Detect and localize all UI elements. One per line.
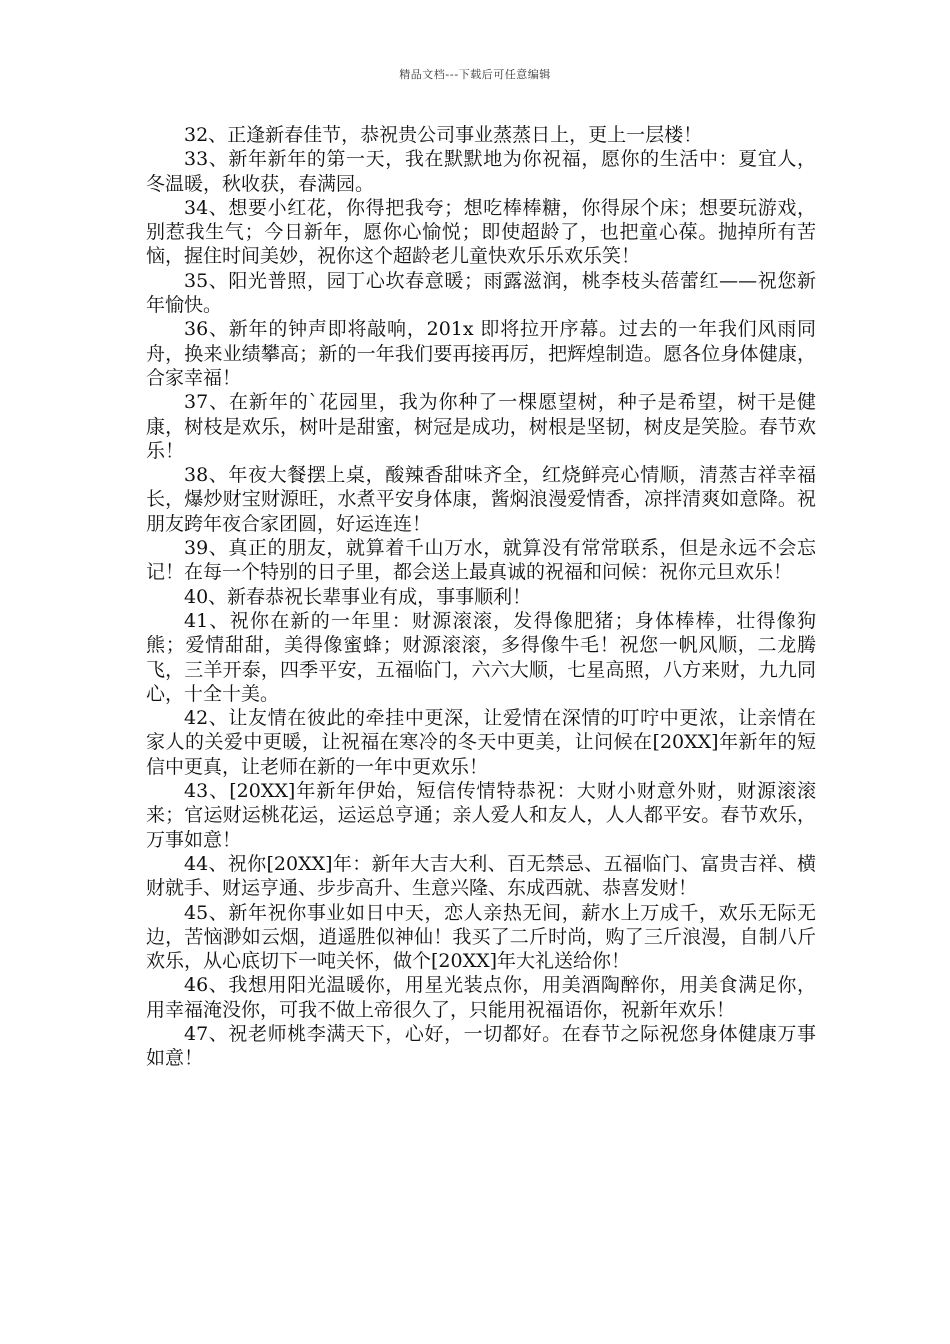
paragraph-45: 45、新年祝你事业如日中天，恋人亲热无间，薪水上万成千，欢乐无际无边，苦恼渺如云烟，逍遥胜似神仙！我买了二斤时尚，购了三斤浪漫，自制八斤欢乐，从心底切下一吨关怀，做个[20XX]年大礼送给你！ [146,901,816,973]
paragraph-34: 34、想要小红花，你得把我夸；想吃棒棒糖，你得尿个床；想要玩游戏，别惹我生气；今日新年，愿你心愉悦；即使超龄了，也把童心葆。抛掉所有苦恼，握住时间美妙，祝你这个超龄老儿童快欢乐乐欢乐笑！ [146,196,816,268]
paragraph-37: 37、在新年的`花园里，我为你种了一棵愿望树，种子是希望，树干是健康，树枝是欢乐，树叶是甜蜜，树冠是成功，树根是坚韧，树皮是笑脸。春节欢乐！ [146,391,816,462]
paragraph-41: 41、祝你在新的一年里：财源滚滚，发得像肥猪；身体棒棒，壮得像狗熊；爱情甜甜，美得像蜜蜂；财源滚滚，多得像牛毛！祝您一帆风顺，二龙腾飞，三羊开泰，四季平安，五福临门，六六大顺，七星高照，八方来财，九九同心，十全十美。 [146,609,816,705]
paragraph-32: 32、正逢新春佳节，恭祝贵公司事业蒸蒸日上，更上一层楼！ [184,124,703,146]
paragraph-44: 44、祝你[20XX]年：新年大吉大利、百无禁忌、五福临门、富贵吉祥、横财就手、财运亨通、步步高升、生意兴隆、东成西就、恭喜发财！ [146,852,816,900]
document-body [146,123,816,1071]
paragraph-47: 47、祝老师桃李满天下，心好，一切都好。在春节之际祝您身体健康万事如意！ [146,1022,816,1070]
paragraph-46: 46、我想用阳光温暖你，用星光装点你，用美酒陶醉你，用美食满足你，用幸福淹没你，可我不做上帝很久了，只能用祝福语你，祝新年欢乐！ [146,974,816,1021]
paragraph-35: 35、阳光普照，园丁心坎春意暖；雨露滋润，桃李枝头蓓蕾红——祝您新年愉快。 [146,269,816,317]
page-header: 精品文档---下载后可任意编辑 [399,68,551,81]
paragraph-36: 36、新年的钟声即将敲响，201x 即将拉开序幕。过去的一年我们风雨同舟，换来业绩攀高；新的一年我们要再接再厉，把辉煌制造。愿各位身体健康，合家幸福！ [146,318,816,389]
paragraph-39: 39、真正的朋友，就算着千山万水，就算没有常常联系，但是永远不会忘记！在每一个特别的日子里，都会送上最真诚的祝福和问候：祝你元旦欢乐！ [146,537,816,584]
paragraph-38: 38、年夜大餐摆上桌，酸辣香甜味齐全，红烧鲜亮心情顺，清蒸吉祥幸福长，爆炒财宝财源旺，水煮平安身体康，酱焖浪漫爱情香，凉拌清爽如意降。祝朋友跨年夜合家团圆，好运连连！ [146,464,816,535]
paragraph-33: 33、新年新年的第一天，我在默默地为你祝福，愿你的生活中：夏宜人，冬温暖，秋收获，春满园。 [146,148,816,195]
paragraph-42: 42、让友情在彼此的牵挂中更深，让爱情在深情的叮咛中更浓，让亲情在家人的关爱中更暖，让祝福在寒冷的冬天中更美，让问候在[20XX]年新年的短信中更真，让老师在新的一年中更欢乐！ [146,707,816,778]
paragraph-40: 40、新春恭祝长辈事业有成，事事顺利！ [184,585,532,608]
paragraph-43: 43、[20XX]年新年伊始，短信传情特恭祝：大财小财意外财，财源滚滚来；官运财运桃花运，运运总亨通；亲人爱人和友人，人人都平安。春节欢乐，万事如意！ [146,780,816,851]
